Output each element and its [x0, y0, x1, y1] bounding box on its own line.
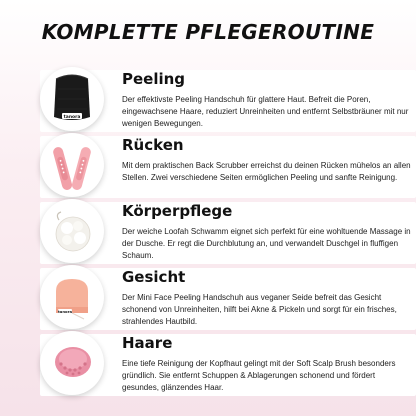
- item-image-circle: [40, 331, 104, 395]
- item-description: Eine tiefe Reinigung der Kopfhaut gelingt mit der Soft Scalp Brush besonders gründlich. Sie entfernt Schuppen & Ablagerungen schonend und fördert gesundes, glänzendes Haar.: [122, 359, 396, 392]
- item-heading: Haare: [122, 334, 173, 352]
- face-peeling-mitt-icon: [48, 273, 96, 321]
- item-heading: Peeling: [122, 70, 186, 88]
- routine-item-koerperpflege: [40, 202, 416, 264]
- item-description: Mit dem praktischen Back Scrubber erreichst du deinen Rücken mühelos an allen Stellen. Zwei verschiedene Seiten ermöglichen Peeling und sanfte Reinigung.: [122, 161, 411, 182]
- routine-item-haare: [40, 334, 416, 396]
- scalp-brush-icon: [47, 338, 97, 388]
- loofah-sponge-icon: [47, 206, 97, 256]
- brand-label: tanora: [57, 309, 73, 314]
- item-image-circle: [40, 133, 104, 197]
- routine-item-peeling: [40, 70, 416, 132]
- item-image-circle: [40, 67, 104, 131]
- back-scrubber-icon: [47, 140, 97, 190]
- item-description: Der effektivste Peeling Handschuh für glattere Haut. Befreit die Poren, eingewachsene Haare, reduziert Unreinheiten und entfernt Selbstbräuner mit nur wenigen Bewegungen.: [122, 95, 409, 128]
- item-heading: Körperpflege: [122, 202, 233, 220]
- item-image-circle: [40, 199, 104, 263]
- item-description: Der Mini Face Peeling Handschuh aus veganer Seide befreit das Gesicht schonend von Unreinheiten, hilft bei Akne & Pickeln und sorgt für ein frisches, strahlendes Hautbild.: [122, 293, 397, 326]
- brand-label: tanora: [63, 115, 81, 120]
- page-title: KOMPLETTE PFLEGEROUTINE: [41, 20, 375, 44]
- item-heading: Rücken: [122, 136, 184, 154]
- routine-item-gesicht: [40, 268, 416, 330]
- item-heading: Gesicht: [122, 268, 186, 286]
- exfoliating-glove-icon: [50, 73, 94, 125]
- item-description: Der weiche Loofah Schwamm eignet sich perfekt für eine wohltuende Massage in der Dusche. Er regt die Durchblutung an, und verwandelt Duschgel in fluffigen Schaum.: [122, 227, 411, 260]
- routine-item-ruecken: [40, 136, 416, 198]
- item-image-circle: [40, 265, 104, 329]
